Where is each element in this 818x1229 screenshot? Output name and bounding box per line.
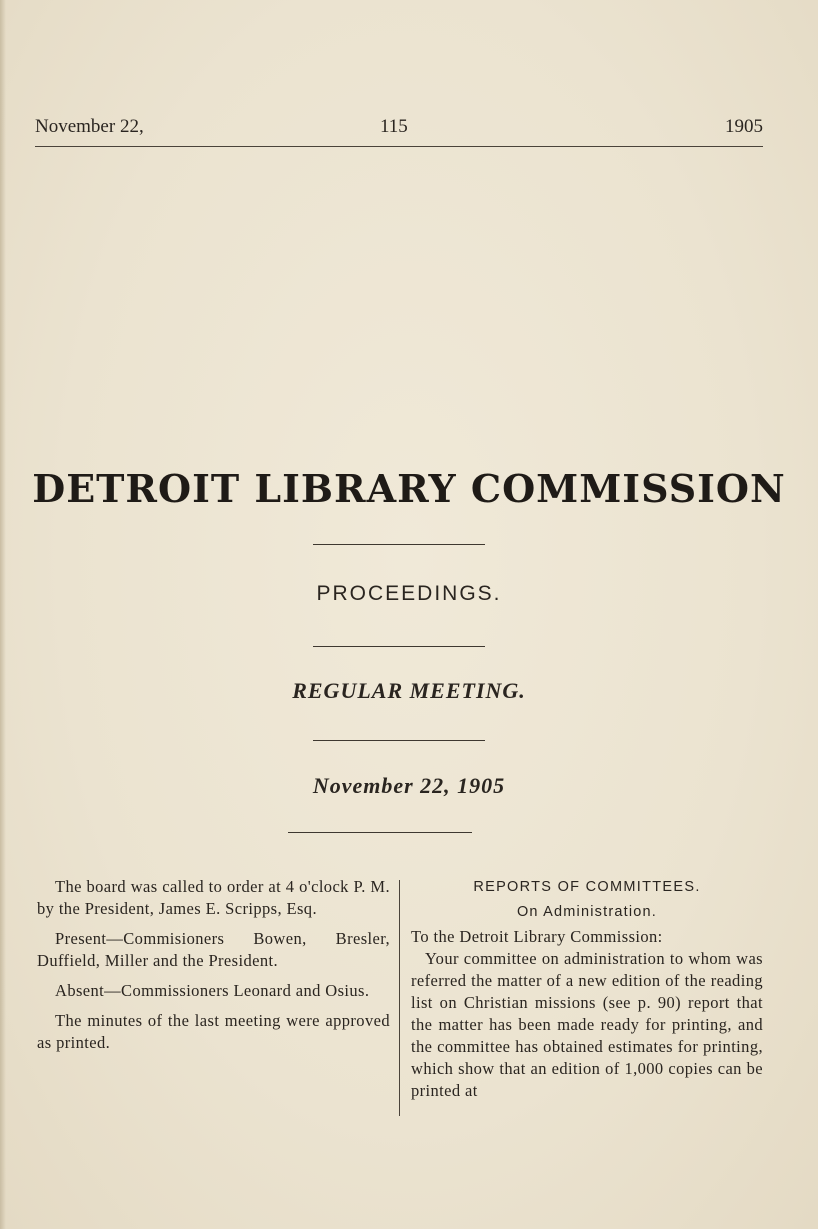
meeting-type-heading: REGULAR MEETING. [292,678,526,703]
header-rule [35,146,763,147]
proceedings-heading: PROCEEDINGS. [316,582,502,605]
minutes-column [37,876,390,1062]
page-title: DETROIT LIBRARY COMMISSION [32,466,786,511]
date-divider [288,832,472,833]
minutes-paragraph: The board was called to order at 4 o'clock P. M. by the President, James E. Scripps, Esq. [37,877,390,918]
page-edge-shadow [0,0,6,1229]
subsection-heading: On Administration. [516,904,658,920]
running-head-year: 1905 [725,116,763,137]
proceedings-divider [313,646,485,647]
running-head [35,116,763,144]
page-number: 115 [380,116,408,137]
committee-reports-column [411,876,763,1102]
minutes-paragraph: The minutes of the last meeting were approved as printed. [37,1011,390,1052]
meeting-divider [313,740,485,741]
running-head-date: November 22, [35,116,144,137]
minutes-paragraph: Present—Commisioners Bowen, Bresler, Duffield, Miller and the President. [37,929,390,970]
salutation: To the Detroit Library Commission: [411,927,663,946]
title-divider [313,544,485,545]
column-divider [399,880,400,1116]
meeting-date-heading: November 22, 1905 [312,773,506,798]
report-body: Your committee on administration to whom was referred the matter of a new edition of the reading list on Christian missions (see p. 90) report that the matter has been made ready for printing, and the committee has obtained estimates for printing, which show that an edition of 1,000 copies can be printed at [411,949,763,1100]
section-heading: REPORTS OF COMMITTEES. [473,879,701,895]
minutes-paragraph: Absent—Commissioners Leonard and Osius. [55,981,370,1000]
